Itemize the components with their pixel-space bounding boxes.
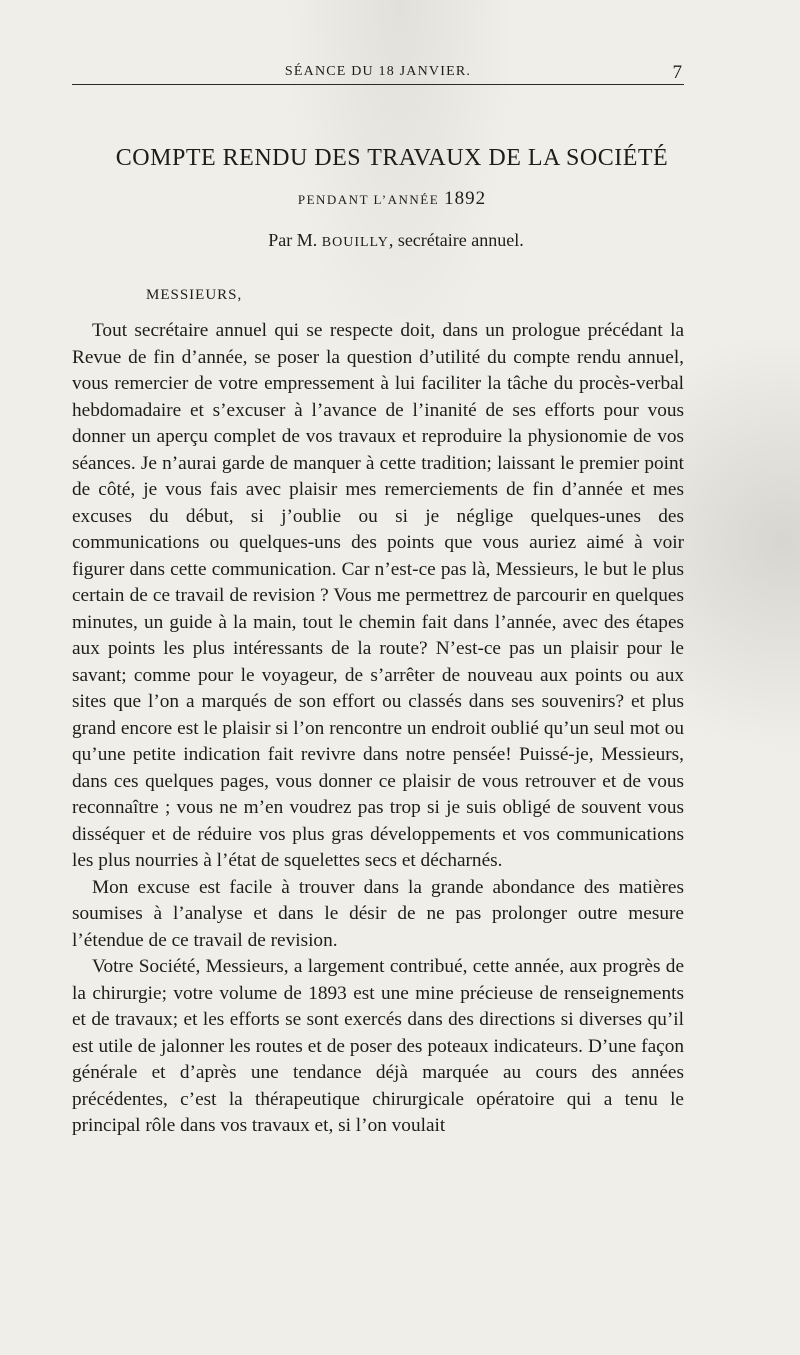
salutation: MESSIEURS, bbox=[146, 287, 243, 303]
report-subtitle bbox=[72, 188, 712, 210]
subtitle-prefix: PENDANT L’ANNÉE bbox=[297, 192, 440, 207]
paragraph: Mon excuse est facile à trouver dans la grande abondance des matières soumises à l’analyse et dans le désir de ne pas prolonger outre mesure l’étendue de ce travail de revision. bbox=[72, 876, 684, 951]
subtitle-year: 1892 bbox=[444, 188, 487, 209]
page-number: 7 bbox=[672, 62, 682, 83]
running-head-title: SÉANCE DU 18 JANVIER. bbox=[284, 64, 472, 79]
byline-suffix: , secrétaire annuel. bbox=[388, 230, 524, 250]
running-head bbox=[72, 62, 684, 85]
byline-prefix: Par M. bbox=[268, 230, 318, 250]
paragraph: Votre Société, Messieurs, a largement contribué, cette année, aux progrès de la chirurgie; votre volume de 1893 est une mine précieuse de renseignements et de travaux; et les efforts se sont exercés dans des directions si diverses qu’il est utile de jalonner les routes et de poser des poteaux indicateurs. D’une façon générale et d’après une tendance déjà marquée au cours des années précédentes, c’est la thérapeutique chirurgicale opératoire qui a tenu le principal rôle dans vos travaux et, si l’on voulait bbox=[72, 956, 684, 1136]
byline-author: BOUILLY bbox=[321, 235, 389, 250]
body-text bbox=[72, 318, 684, 1140]
paragraph: Tout secrétaire annuel qui se respecte doit, dans un prologue précédant la Revue de fin d’année, se poser la question d’utilité du compte rendu annuel, vous remercier de votre empressement à lui faciliter la tâche du procès-verbal hebdomadaire et s’excuser à l’avance de l’inanité de ses efforts pour vous donner un aperçu complet de vos travaux et reproduire la physionomie de vos séances. Je n’aurai garde de manquer à cette tradition; laissant le premier point de côté, je vous fais avec plaisir mes remerciements de fin d’année et mes excuses du début, si j’oublie ou si je néglige quelques-unes des communications ou quelques-uns des points que vous auriez aimé à voir figurer dans cette communication. Car n’est-ce pas là, Messieurs, le but le plus certain de ce travail de revision ? Vous me permettrez de parcourir en quelques minutes, un guide à la main, tout le chemin fait dans l’année, avec des étapes aux points les plus intéressants de la route? N’est-ce pas un plaisir pour le savant; comme pour le voyageur, de s’arrêter de nouveau aux points ou aux sites que l’on a marqués de son effort ou classés dans ses souvenirs? et plus grand encore est le plaisir si l’on rencontre un endroit oublié qu’un seul mot ou qu’une petite indication fait revivre dans notre pensée! Puissé-je, Messieurs, dans ces quelques pages, vous donner ce plaisir de vous retrouver et de vous reconnaître ; vous ne m’en voudrez pas trop si je suis obligé de souvent vous disséquer et de réduire vos plus gras développements et vos communications les plus nourries à l’état de squelettes secs et décharnés. bbox=[72, 320, 684, 871]
byline bbox=[72, 230, 684, 251]
report-title: COMPTE RENDU DES TRAVAUX DE LA SOCIÉTÉ bbox=[115, 145, 669, 171]
